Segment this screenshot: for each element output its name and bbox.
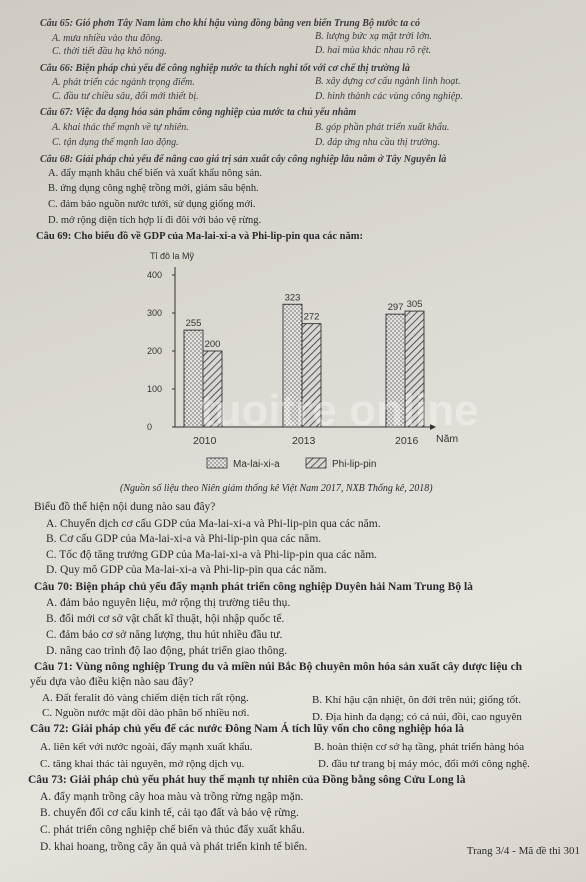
q66-option-d: D. hình thành các vùng công nghiệp.	[315, 91, 463, 102]
q72-stem-text: Câu 72: Giải pháp chủ yếu để các nước Đông Nam Á tích lũy vốn cho công nghiệp hóa là	[30, 723, 465, 735]
q66-option-a: A. phát triển các ngành trọng điểm.	[52, 77, 195, 88]
data-label: 305	[406, 299, 423, 311]
q68-option-b: B. ứng dụng công nghệ trồng mới, giảm sâu bệnh.	[48, 183, 259, 194]
q71-stem-text: Câu 71: Vùng nông nghiệp Trung du và miền núi Bắc Bộ chuyên môn hóa sản xuất cây dược liệu ch	[34, 661, 523, 673]
q66-option-c: C. đầu tư chiều sâu, đổi mới thiết bị.	[52, 91, 199, 102]
q72-option-a: A. liên kết với nước ngoài, đẩy mạnh xuất khẩu.	[40, 741, 253, 753]
q71-option-b: B. Khí hậu cận nhiệt, ôn đới trên núi; giống tốt.	[312, 694, 521, 706]
q66-stem: Câu 66: Biện pháp chủ yếu để công nghiệp nước ta thích nghi tốt với cơ chế thị trường là	[40, 63, 410, 74]
x-axis-label: Năm	[436, 433, 459, 445]
q70-option-d: D. nâng cao trình độ lao động, phát triển giao thông.	[46, 645, 288, 657]
x-tick-label: 2010	[193, 435, 217, 447]
q72-option-c: C. tăng khai thác tài nguyên, mở rộng dịch vụ.	[40, 758, 245, 770]
q68-option-a: A. đẩy mạnh khâu chế biến và xuất khẩu nông sản.	[48, 168, 263, 179]
x-tick-label: 2016	[395, 435, 419, 447]
q67-option-a: A. khai thác thế mạnh về tự nhiên.	[52, 122, 189, 133]
y-tick-label: 100	[147, 384, 163, 394]
q72-stem	[30, 722, 464, 736]
legend-swatch	[207, 458, 227, 468]
data-label: 323	[284, 292, 301, 304]
q72-option-d: D. đầu tư trang bị máy móc, đổi mới công nghệ.	[318, 758, 530, 770]
q69-option-d: D. Quy mô GDP của Ma-lai-xi-a và Phi-lip-pin qua các năm.	[46, 564, 327, 576]
q73-stem	[28, 773, 466, 787]
q65-option-a: A. mưa nhiều vào thu đông.	[52, 33, 163, 44]
q73-option-a: A. đẩy mạnh trồng cây hoa màu và trồng rừng ngập mặn.	[40, 791, 304, 803]
q70-stem	[34, 580, 473, 594]
q65-option-c: C. thời tiết đầu hạ khô nóng.	[52, 46, 167, 57]
q72-option-b: B. hoàn thiện cơ sở hạ tầng, phát triển hàng hóa	[314, 741, 525, 753]
q70-stem-text: Câu 70: Biện pháp chủ yếu đẩy mạnh phát triển công nghiệp Duyên hải Nam Trung Bộ là	[34, 581, 473, 593]
q67-stem: Câu 67: Việc đa dạng hóa sản phẩm công nghiệp của nước ta chủ yếu nhằm	[40, 107, 357, 118]
q69-option-c: C. Tốc độ tăng trưởng GDP của Ma-lai-xi-a và Phi-lip-pin qua các năm.	[46, 549, 378, 561]
y-axis-label: Tỉ đô la Mỹ	[150, 251, 195, 261]
x-tick-label: 2013	[292, 435, 316, 447]
legend-swatch	[306, 458, 326, 468]
legend-label: Ma-lai-xi-a	[233, 459, 280, 470]
q67-option-c: C. tận dụng thế mạnh lao động.	[52, 137, 179, 148]
q70-option-a: A. đảm bảo nguyên liệu, mở rộng thị trường tiêu thụ.	[46, 597, 291, 609]
q73-option-d: D. khai hoang, trồng cây ăn quả và phát triển kinh tế biển.	[40, 841, 308, 853]
watermark: tuoitre online	[200, 386, 479, 435]
q70-option-c: C. đảm bảo cơ sở năng lượng, thu hút nhiều đầu tư.	[46, 629, 283, 641]
page-footer: Trang 3/4 - Mã đề thi 301	[466, 845, 580, 857]
q73-option-b: B. chuyển đổi cơ cấu kinh tế, cải tạo đất và bảo vệ rừng.	[40, 807, 299, 819]
q65-option-b: B. lượng bức xạ mặt trời lớn.	[315, 31, 432, 42]
q69-option-b: B. Cơ cấu GDP của Ma-lai-xi-a và Phi-lip-pin qua các năm.	[46, 533, 322, 545]
data-label: 200	[204, 339, 221, 350]
q71-stem	[34, 660, 522, 674]
data-label: 272	[303, 311, 320, 323]
q69-source: (Nguồn số liệu theo Niên giám thống kê Việt Nam 2017, NXB Thống kê, 2018)	[120, 483, 433, 494]
q69-ask: Biểu đồ thể hiện nội dung nào sau đây?	[34, 501, 216, 513]
q65-option-d: D. hai mùa khác nhau rõ rệt.	[315, 45, 432, 56]
q69-option-a: A. Chuyển dịch cơ cấu GDP của Ma-lai-xi-a và Phi-lip-pin qua các năm.	[46, 518, 381, 530]
y-tick-label: 300	[147, 308, 163, 318]
q68-stem: Câu 68: Giải pháp chủ yếu để nâng cao giá trị sản xuất cây công nghiệp lâu năm ở Tây Nguyên là	[40, 154, 447, 165]
q68-option-c: C. đảm bảo nguồn nước tưới, sử dụng giống mới.	[48, 199, 256, 210]
legend-label: Phi-lip-pin	[332, 459, 377, 470]
data-label: 297	[387, 302, 404, 314]
q73-option-c: C. phát triển công nghiệp chế biến và thúc đẩy xuất khẩu.	[40, 824, 305, 836]
q69-stem-text: Câu 69: Cho biểu đồ về GDP của Ma-lai-xi-a và Phi-lip-pin qua các năm:	[36, 231, 363, 242]
q67-option-b: B. góp phần phát triển xuất khẩu.	[315, 122, 450, 133]
q67-option-d: D. đáp ứng nhu cầu thị trường.	[315, 137, 441, 148]
y-tick-label: 0	[147, 422, 153, 432]
q71-option-a: A. Đất feralit đỏ vàng chiếm diện tích rất rộng.	[42, 692, 249, 704]
q71-option-c: C. Nguồn nước mặt dồi dào phân bố nhiều nơi.	[42, 707, 250, 719]
q70-option-b: B. đổi mới cơ sở vật chất kĩ thuật, hội nhập quốc tế.	[46, 613, 285, 625]
q65-stem: Câu 65: Gió phơn Tây Nam làm cho khí hậu vùng đồng bằng ven biển Trung Bộ nước ta có	[40, 18, 421, 29]
q71-stem-2: yếu dựa vào điều kiện nào sau đây?	[30, 676, 194, 688]
y-tick-label: 400	[147, 270, 163, 280]
q73-stem-text: Câu 73: Giải pháp chủ yếu phát huy thế mạnh tự nhiên của Đồng bằng sông Cửu Long là	[28, 774, 466, 786]
y-tick-label: 200	[147, 346, 163, 356]
chart-legend	[207, 458, 376, 470]
q66-option-b: B. xây dựng cơ cấu ngành linh hoạt.	[315, 76, 461, 87]
data-label: 255	[185, 318, 202, 330]
q68-option-d: D. mở rộng diện tích hợp lí đi đôi với bảo vệ rừng.	[48, 215, 262, 226]
q71-option-d: D. Địa hình đa dạng; có cả núi, đồi, cao nguyên	[312, 711, 522, 723]
